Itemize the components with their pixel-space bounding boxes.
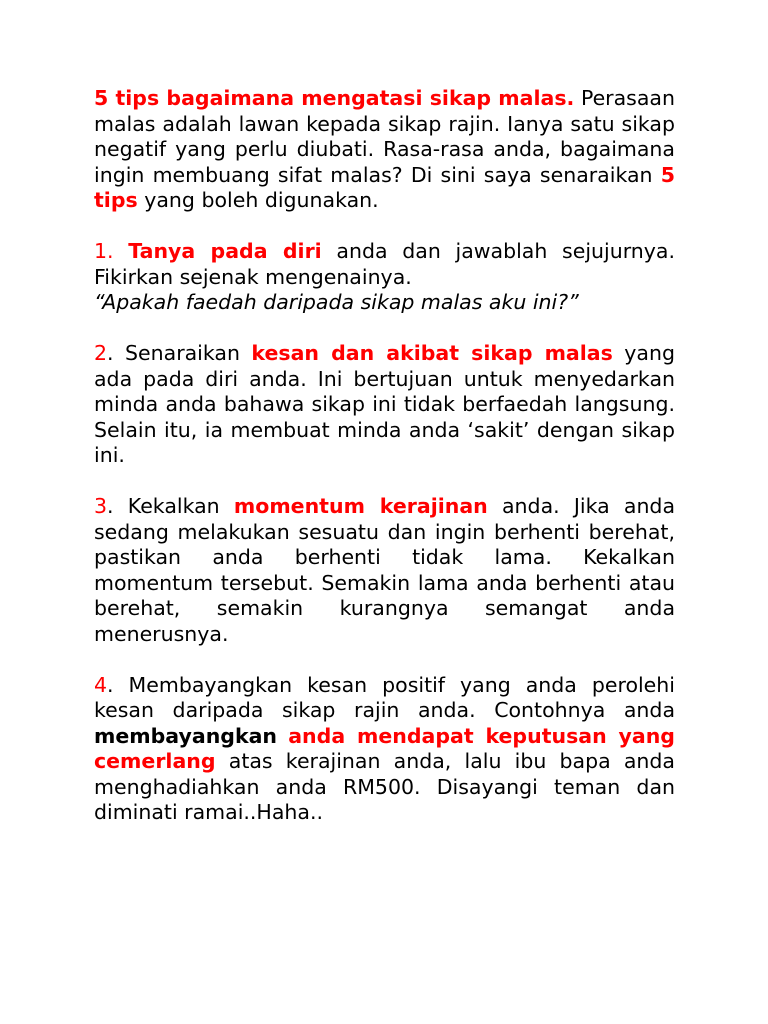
tip-4-text-end: atas kerajinan anda, lalu ibu bapa anda menghadiahkan anda RM500. Disayangi teman dan diminati ramai..Haha.. [94,749,675,824]
tip-1-paragraph [94,239,675,316]
tip-2-paragraph [94,341,675,469]
intro-highlight: 5 tips [94,162,675,212]
tip-3-text: . Kekalkan [107,494,220,518]
tip-4-number: 4 [94,672,108,697]
tip-3-paragraph [94,494,675,647]
tip-3-highlight: momentum kerajinan [233,494,488,518]
tip-4-text: . Membayangkan kesan positif yang anda perolehi kesan daripada sikap rajin anda. Contohnya anda [94,672,675,722]
tip-4-paragraph [94,673,675,826]
document-title: 5 tips bagaimana mengatasi sikap malas. [94,86,575,110]
document-body [94,86,675,851]
intro-paragraph [94,86,675,214]
tip-2-highlight: kesan dan akibat sikap malas [251,341,613,365]
tip-3-text-end: anda. Jika anda sedang melakukan sesuatu dan ingin berhenti berehat, pastikan anda berhenti tidak lama. Kekalkan momentum tersebut. Semakin lama anda berhenti atau berehat, semakin kurangnya semangat anda menerusnya. [94,494,676,646]
intro-text-end: yang boleh digunakan. [144,188,379,212]
intro-text: Perasaan malas adalah lawan kepada sikap rajin. Ianya satu sikap negatif yang perlu diubati. Rasa-rasa anda, bagaimana ingin membuang sifat malas? Di sini saya senaraikan [94,86,675,187]
tip-4-bold-phrase: membayangkan [94,723,278,748]
tip-1-number: 1. [94,239,114,263]
tip-1-text: anda dan jawablah sejujurnya. Fikirkan sejenak mengenainya. [94,239,675,289]
tip-2-text: . Senaraikan [107,341,240,365]
tip-4-highlight: anda mendapat keputusan yang cemerlang [94,723,675,773]
tip-3-number: 3 [94,494,108,518]
tip-1-quote: “Apakah faedah daripada sikap malas aku ini?” [94,290,579,314]
tip-2-number: 2 [94,341,108,365]
tip-2-text-end: yang ada pada diri anda. Ini bertujuan untuk menyedarkan minda anda bahawa sikap ini tidak berfaedah langsung. Selain itu, ia membuat minda anda ‘sakit’ dengan sikap ini. [94,341,675,467]
tip-1-highlight: Tanya pada diri [128,239,322,263]
